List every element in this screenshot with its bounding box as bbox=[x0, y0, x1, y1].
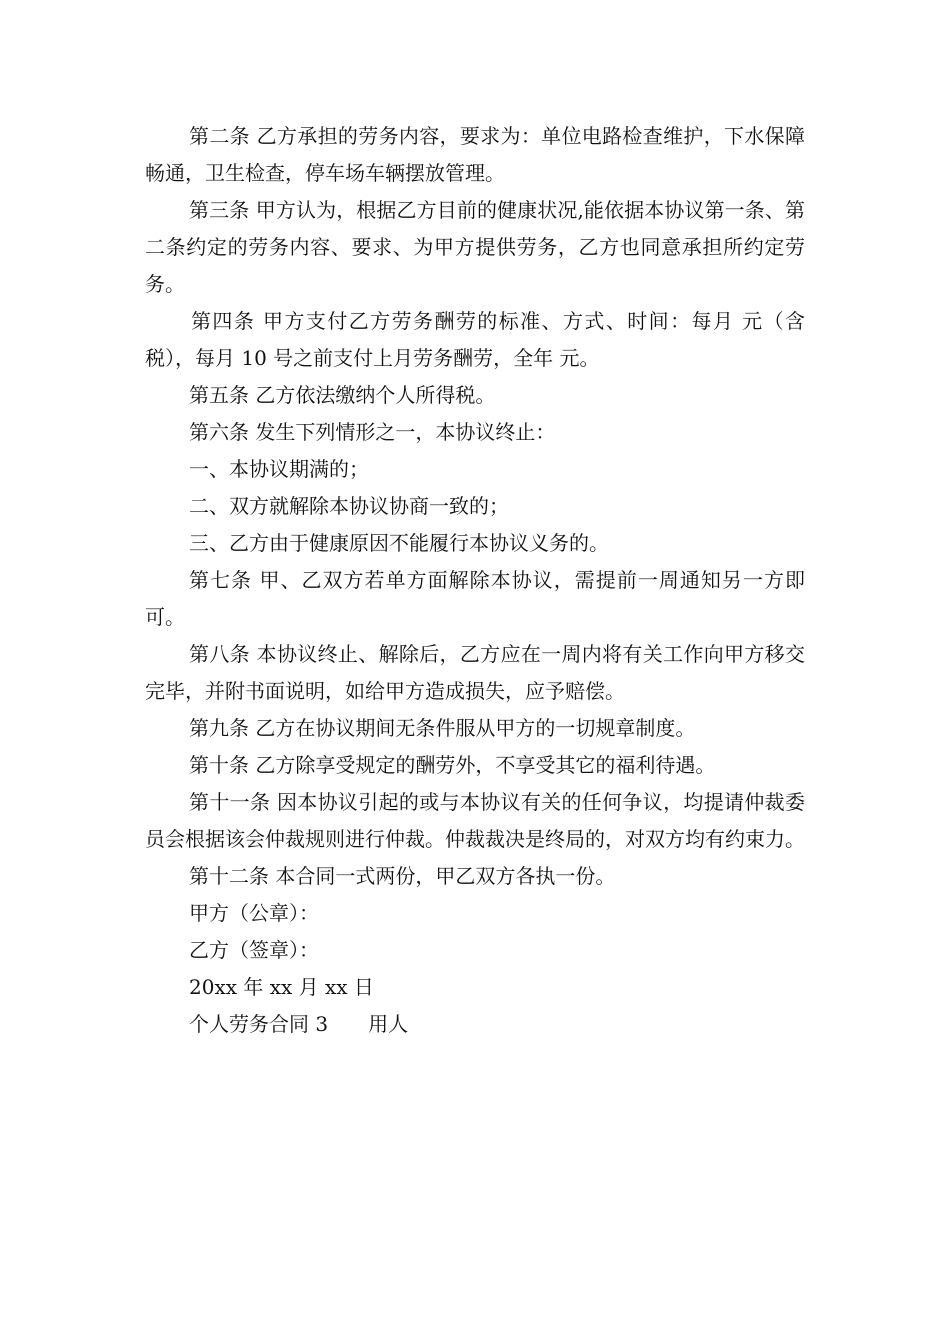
party-b-seal-line: 乙方（签章）： bbox=[189, 938, 319, 962]
next-contract-title: 个人劳务合同 3 bbox=[189, 1012, 329, 1036]
next-contract-heading bbox=[145, 1006, 805, 1043]
clause-7: 第七条 甲、乙双方若单方面解除本协议，需提前一周通知另一方即可。 bbox=[145, 568, 805, 629]
date-line: 20xx 年 xx 月 xx 日 bbox=[189, 975, 374, 999]
clause-8: 第八条 本协议终止、解除后，乙方应在一周内将有关工作向甲方移交完毕，并附书面说明，如给甲方造成损失，应予赔偿。 bbox=[145, 642, 805, 703]
clause-4: 第四条 甲方支付乙方劳务酬劳的标准、方式、时间：每月 元（含税），每月 10 号之前支付上月劳务酬劳，全年 元。 bbox=[145, 309, 805, 370]
clause-6-item-2: 二、双方就解除本协议协商一致的； bbox=[189, 494, 509, 518]
next-contract-trailing-text: 用人 bbox=[368, 1012, 409, 1036]
clause-6: 第六条 发生下列情形之一，本协议终止： bbox=[189, 420, 556, 444]
clause-12: 第十二条 本合同一式两份，甲乙双方各执一份。 bbox=[189, 864, 616, 888]
clause-11: 第十一条 因本协议引起的或与本协议有关的任何争议，均提请仲裁委员会根据该会仲裁规则进行仲裁。仲裁裁决是终局的，对双方均有约束力。 bbox=[145, 790, 805, 851]
party-a-seal-line: 甲方（公章）： bbox=[189, 901, 319, 925]
clause-6-item-1: 一、本协议期满的； bbox=[189, 457, 369, 481]
clause-2: 第二条 乙方承担的劳务内容，要求为：单位电路检查维护，下水保障畅通，卫生检查，停车场车辆摆放管理。 bbox=[145, 124, 805, 185]
clause-5: 第五条 乙方依法缴纳个人所得税。 bbox=[189, 383, 496, 407]
clause-6-item-3: 三、乙方由于健康原因不能履行本协议义务的。 bbox=[189, 531, 609, 555]
clause-9: 第九条 乙方在协议期间无条件服从甲方的一切规章制度。 bbox=[189, 716, 696, 740]
clause-10: 第十条 乙方除享受规定的酬劳外，不享受其它的福利待遇。 bbox=[189, 753, 716, 777]
clause-3: 第三条 甲方认为，根据乙方目前的健康状况,能依据本协议第一条、第二条约定的劳务内容、要求、为甲方提供劳务，乙方也同意承担所约定劳务。 bbox=[145, 198, 805, 296]
document-body bbox=[145, 118, 805, 1043]
